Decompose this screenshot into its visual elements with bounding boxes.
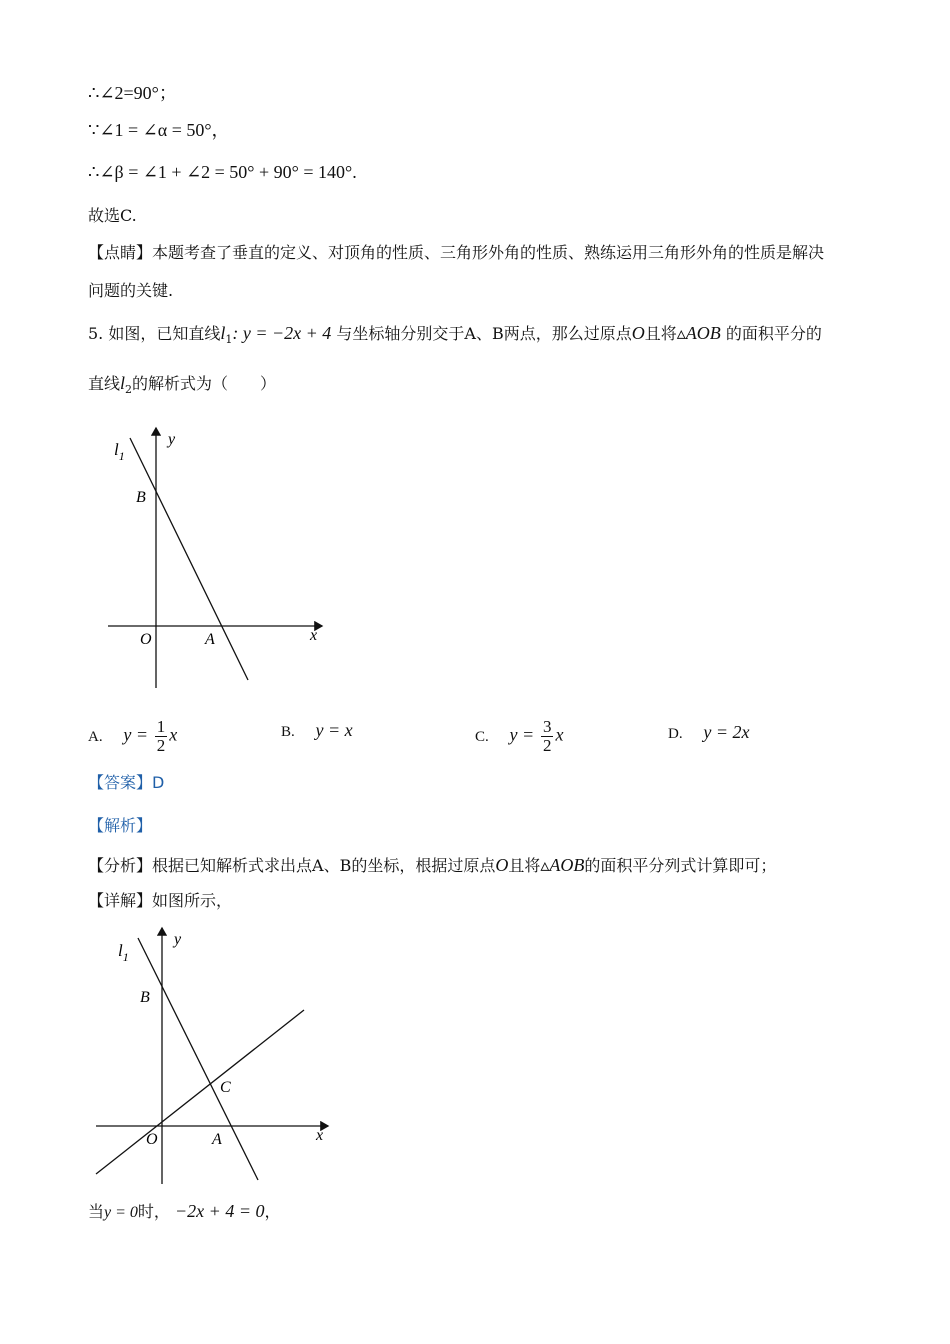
x-label: x [316, 1127, 324, 1144]
option-C[interactable]: C. y = $\frac{3}{2}$ x [475, 717, 564, 755]
answer-value: D [152, 773, 165, 792]
figure-2 [90, 922, 350, 1192]
fraction: $\frac{3}{2}$ [542, 717, 552, 755]
answer-label: 【答案】 [88, 773, 153, 792]
y-label: y [174, 931, 182, 948]
line-equation: : y = −2x + 4 [232, 323, 332, 343]
fraction: $\frac{1}{2}$ [156, 717, 166, 755]
point-B-label: B [136, 489, 146, 506]
xiangjie-line: 【详解】如图所示， [88, 891, 233, 910]
y-label: y [168, 431, 176, 448]
point-O-label: O [146, 1131, 158, 1148]
point-C-label: C [220, 1079, 231, 1096]
question-line-1: 5. 如图，已知直线$l_1$: y = −2x + 4 与坐标轴分别交于A、B两点，那么过原点O且将▵AOB 的面积平分的 [88, 323, 822, 347]
option-B[interactable]: B. y = x [281, 720, 353, 740]
l1-label: $l_1$ [114, 440, 125, 463]
point-O-label: O [140, 631, 152, 648]
comment-label: 【点睛】 [88, 243, 153, 262]
question-line-2: 直线$l_2$的解析式为（ ） [88, 373, 277, 397]
point-A-label: A [212, 1131, 222, 1148]
point-A-label: A [205, 631, 215, 648]
proof-line-1: ∴∠2=90°； [88, 83, 177, 103]
answer-line [88, 772, 164, 794]
fenxi-line: 【分析】根据已知解析式求出点A、B的坐标，根据过原点O且将▵AOB的面积平分列式计算即可； [88, 855, 777, 875]
question-number: 5. [88, 324, 104, 343]
figure-1 [100, 420, 340, 695]
option-D[interactable]: D. y = 2x [668, 722, 750, 742]
point-B-label: B [140, 989, 150, 1006]
line-l2 [96, 1010, 304, 1174]
conclusion-line: 故选C. [88, 206, 137, 225]
comment-line [88, 242, 824, 264]
comment-text: 本题考查了垂直的定义、对顶角的性质、三角形外角的性质、熟练运用三角形外角的性质是解决 [152, 243, 825, 262]
proof-line-2: ∵∠1 = ∠α = 50°， [88, 120, 230, 140]
x-label: x [310, 627, 318, 644]
proof-line-3: ∴∠β = ∠1 + ∠2 = 50° + 90° = 140°. [88, 162, 357, 182]
option-A[interactable]: A. y = $\frac{1}{2}$ x [88, 717, 178, 755]
comment-line-2: 问题的关键. [88, 281, 174, 300]
analysis-label: 【解析】 [88, 816, 153, 835]
l1-label: $l_1$ [118, 941, 129, 964]
solution-line: 当y = 0时， −2x + 4 = 0， [88, 1201, 281, 1221]
